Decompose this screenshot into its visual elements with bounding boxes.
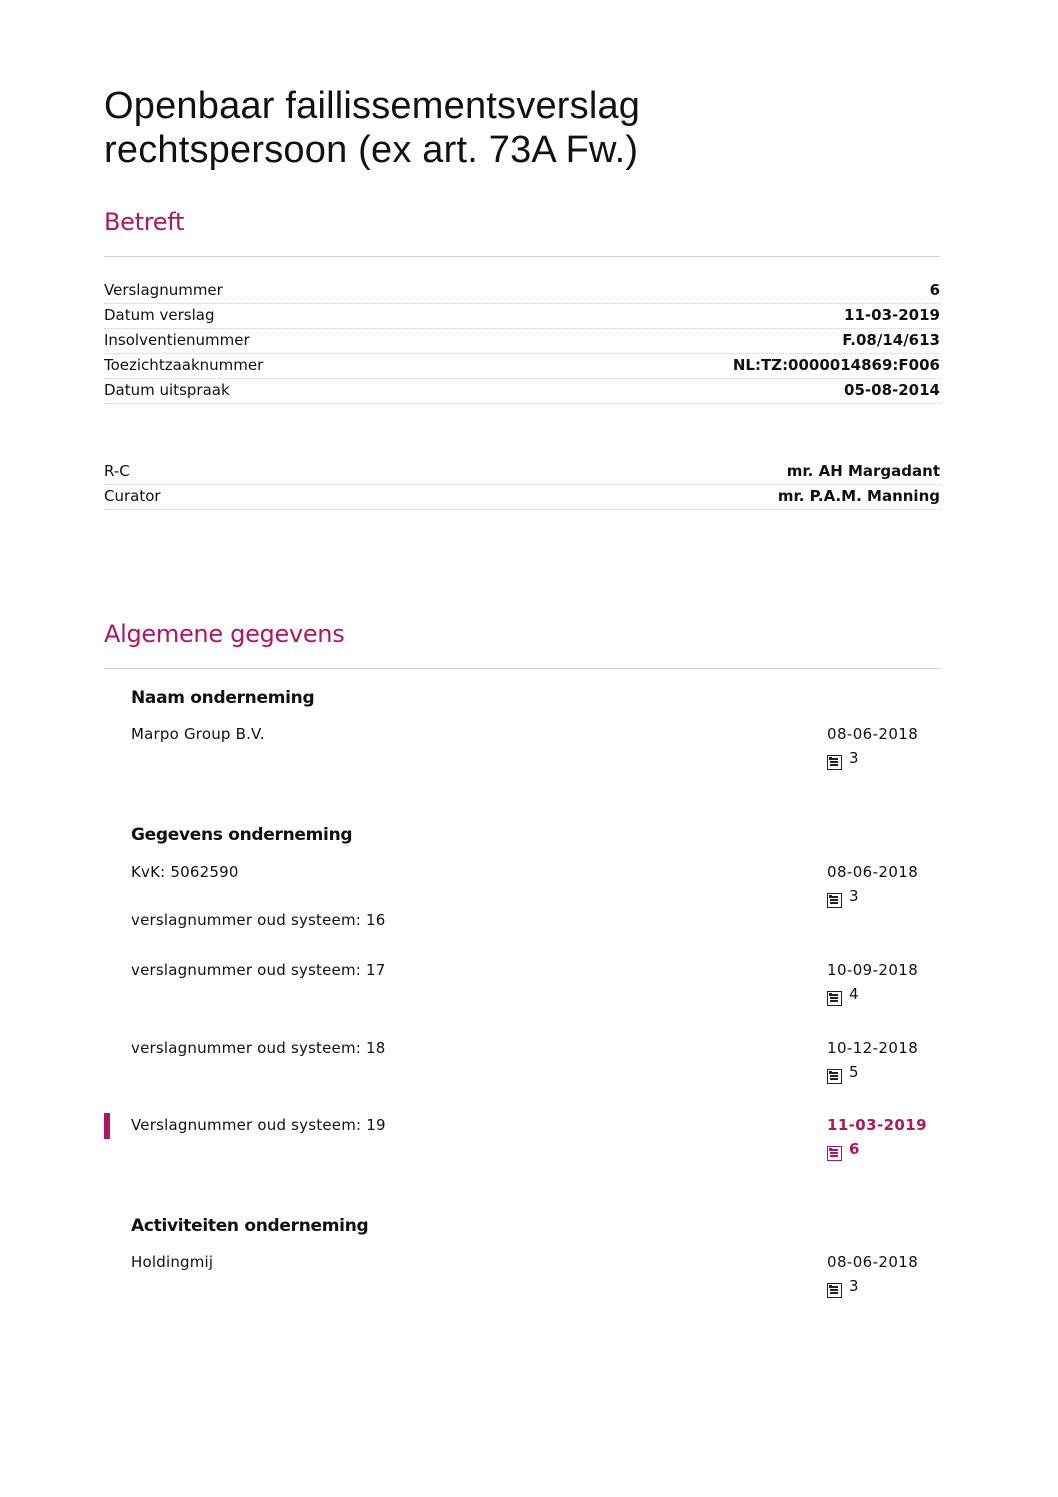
entry-date: 10-09-2018 [827, 961, 919, 979]
report-document-icon [827, 893, 842, 908]
info-row-verslagnummer [104, 278, 940, 304]
subsection-naam-title: Naam onderneming [131, 688, 315, 708]
info-value: mr. AH Margadant [786, 462, 940, 480]
info-value: 6 [929, 281, 940, 299]
report-number: 4 [849, 985, 859, 1003]
info-row-rc [104, 459, 940, 485]
section-algemeen-heading: Algemene gegevens [104, 620, 345, 648]
entry-date-current: 11-03-2019 [827, 1116, 927, 1134]
report-document-icon [827, 755, 842, 770]
info-row-datum-uitspraak [104, 378, 940, 404]
info-label: Insolventienummer [104, 331, 250, 349]
info-label: Datum uitspraak [104, 381, 230, 399]
report-number: 5 [849, 1063, 859, 1081]
report-number: 3 [849, 1277, 859, 1295]
info-row-toezichtzaaknummer [104, 353, 940, 379]
divider [104, 256, 940, 257]
document-page [104, 84, 940, 1295]
entry-text: KvK: 5062590 [131, 863, 239, 881]
report-number: 3 [849, 749, 859, 767]
info-value: 05-08-2014 [844, 381, 940, 399]
info-row-insolventienummer [104, 328, 940, 354]
entry-text: Holdingmij [131, 1253, 214, 1271]
info-label: Curator [104, 487, 161, 505]
info-value: 11-03-2019 [844, 306, 940, 324]
report-number: 3 [849, 887, 859, 905]
subsection-activiteiten-title: Activiteiten onderneming [131, 1216, 369, 1236]
report-document-icon [827, 1146, 842, 1161]
info-value: NL:TZ:0000014869:F006 [732, 356, 940, 374]
info-label: R-C [104, 462, 130, 480]
info-row-curator [104, 484, 940, 510]
title-line-2: rechtspersoon (ex art. 73A Fw.) [104, 129, 639, 171]
info-value: mr. P.A.M. Manning [777, 487, 940, 505]
title-line-1: Openbaar faillissementsverslag [104, 85, 641, 127]
info-row-datum-verslag [104, 303, 940, 329]
entry-date: 08-06-2018 [827, 863, 919, 881]
entry-text: verslagnummer oud systeem: 16 [131, 911, 386, 929]
info-value: F.08/14/613 [842, 331, 940, 349]
entry-date: 08-06-2018 [827, 725, 919, 743]
entry-date: 10-12-2018 [827, 1039, 919, 1057]
new-entry-marker [104, 1113, 110, 1139]
report-number: 6 [849, 1140, 860, 1158]
entry-text: verslagnummer oud systeem: 18 [131, 1039, 386, 1057]
info-label: Datum verslag [104, 306, 215, 324]
report-document-icon [827, 991, 842, 1006]
section-betreft-heading: Betreft [104, 208, 185, 236]
entry-text: Marpo Group B.V. [131, 725, 265, 743]
info-label: Toezichtzaaknummer [104, 356, 264, 374]
page-title [104, 84, 940, 172]
divider [104, 668, 940, 669]
entry-text: verslagnummer oud systeem: 17 [131, 961, 386, 979]
entry-text: Verslagnummer oud systeem: 19 [131, 1116, 386, 1134]
subsection-gegevens-title: Gegevens onderneming [131, 825, 353, 845]
info-label: Verslagnummer [104, 281, 223, 299]
entry-date: 08-06-2018 [827, 1253, 919, 1271]
report-document-icon [827, 1069, 842, 1084]
report-document-icon [827, 1283, 842, 1298]
